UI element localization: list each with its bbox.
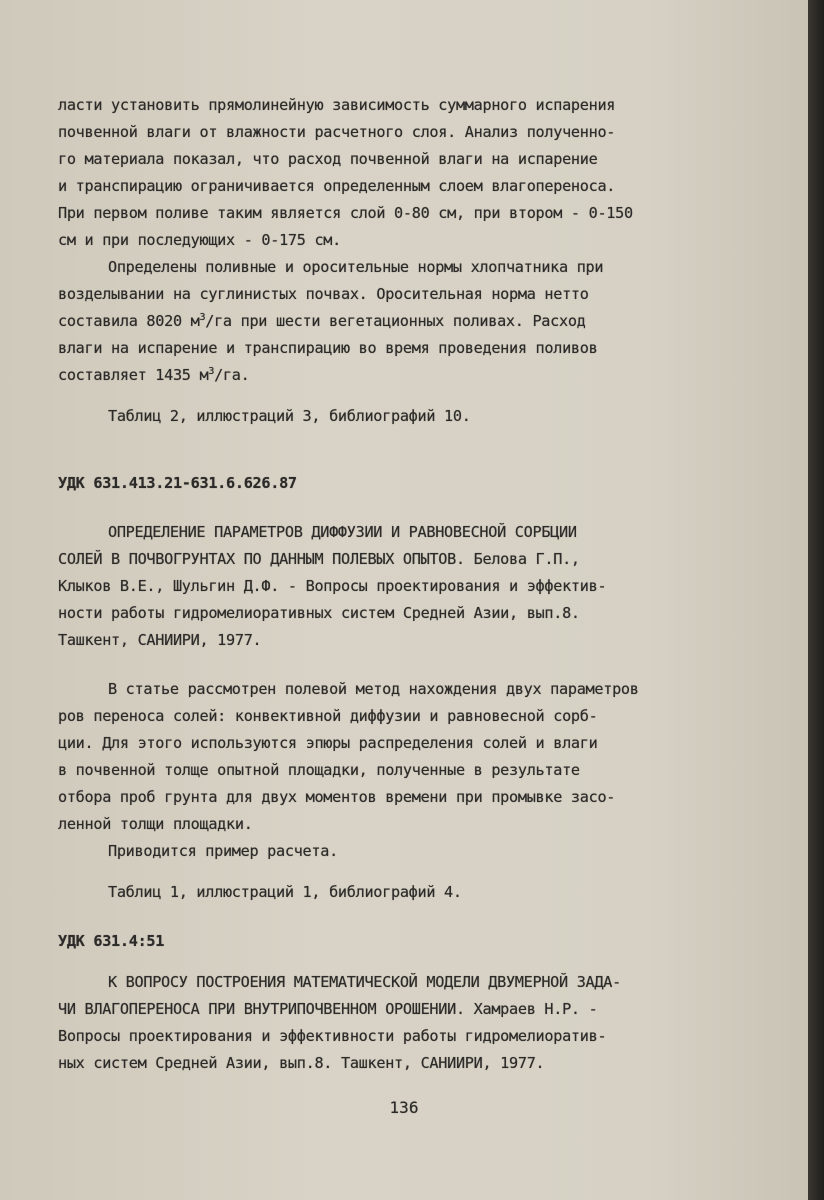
tables-note: Таблиц 1, иллюстраций 1, библиографий 4. (108, 883, 462, 901)
article-title-line: ных систем Средней Азии, вып.8. Ташкент, САНИИРИ, 1977. (58, 1054, 545, 1072)
text-fragment: /га. (214, 366, 250, 384)
tables-note: Таблиц 2, иллюстраций 3, библиографий 10. (108, 407, 471, 425)
text-line (58, 308, 734, 335)
example-note: Приводится пример расчета. (108, 842, 338, 860)
abstract-line: В статье рассмотрен полевой метод нахождения двух параметров (108, 680, 639, 698)
page-number: 136 (389, 1098, 419, 1117)
superscript: 3 (208, 366, 215, 377)
text-fragment: составила 8020 м (58, 312, 200, 330)
udk-code: УДК 631.413.21-631.6.626.87 (58, 474, 297, 492)
udk-code: УДК 631.4:51 (58, 932, 165, 950)
text-line: влаги на испарение и транспирацию во время проведения поливов (58, 339, 598, 357)
text-line: При первом поливе таким является слой 0-80 см, при втором - 0-150 (58, 204, 633, 222)
text-line: возделывании на суглинистых почвах. Оросительная норма нетто (58, 285, 589, 303)
superscript: 3 (199, 312, 206, 323)
article-title-line: ности работы гидромелиоративных систем Средней Азии, вып.8. (58, 604, 580, 622)
text-line: и транспирацию ограничивается определенным слоем влагопереноса. (58, 177, 616, 195)
article-title-line: ОПРЕДЕЛЕНИЕ ПАРАМЕТРОВ ДИФФУЗИИ И РАВНОВЕСНОЙ СОРБЦИИ (108, 523, 577, 541)
text-line: го материала показал, что расход почвенной влаги на испарение (58, 150, 598, 168)
abstract-line: ции. Для этого используются эпюры распределения солей и влаги (58, 734, 598, 752)
article-title-line: Клыков В.Е., Шульгин Д.Ф. - Вопросы проектирования и эффектив- (58, 577, 607, 595)
text-fragment: составляет 1435 м (58, 366, 209, 384)
abstract-line: ров переноса солей: конвективной диффузии и равновесной сорб- (58, 707, 598, 725)
text-line (58, 362, 734, 389)
page-text (58, 92, 734, 1077)
article-title-line: ЧИ ВЛАГОПЕРЕНОСА ПРИ ВНУТРИПОЧВЕННОМ ОРОШЕНИИ. Хамраев Н.Р. - (58, 1000, 598, 1018)
text-fragment: /га при шести вегетационных поливах. Расход (205, 312, 586, 330)
text-line: почвенной влаги от влажности расчетного слоя. Анализ полученно- (58, 123, 616, 141)
text-line: см и при последующих - 0-175 см. (58, 231, 341, 249)
article-title-line: К ВОПРОСУ ПОСТРОЕНИЯ МАТЕМАТИЧЕСКОЙ МОДЕЛИ ДВУМЕРНОЙ ЗАДА- (108, 973, 621, 991)
article-title-line: Вопросы проектирования и эффективности работы гидромелиоратив- (58, 1027, 607, 1045)
book-spine-edge (808, 0, 824, 1200)
abstract-line: в почвенной толще опытной площадки, полученные в результате (58, 761, 580, 779)
abstract-line: отбора проб грунта для двух моментов времени при промывке засо- (58, 788, 616, 806)
article-title-line: СОЛЕЙ В ПОЧВОГРУНТАХ ПО ДАННЫМ ПОЛЕВЫХ ОПЫТОВ. Белова Г.П., (58, 550, 580, 568)
abstract-line: ленной толщи площадки. (58, 815, 253, 833)
article-title-line: Ташкент, САНИИРИ, 1977. (58, 631, 262, 649)
text-line: ласти установить прямолинейную зависимость суммарного испарения (58, 96, 616, 114)
text-line: Определены поливные и оросительные нормы хлопчатника при (108, 258, 604, 276)
